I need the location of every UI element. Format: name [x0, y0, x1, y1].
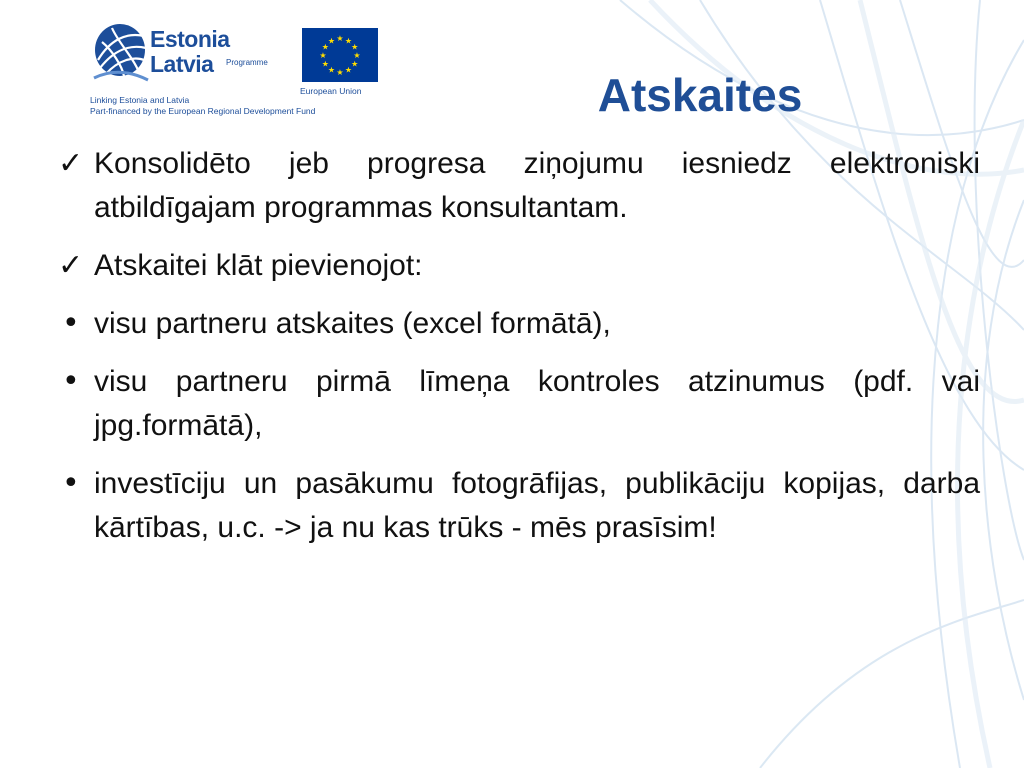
list-item	[58, 244, 980, 288]
bullet-icon: •	[62, 306, 80, 341]
list-item	[58, 360, 980, 448]
list-item-text: Atskaitei klāt pievienojot:	[94, 249, 423, 282]
logo-programme-text: Programme	[226, 58, 268, 67]
eu-star-icon: ★	[351, 42, 359, 52]
eu-star-icon: ★	[336, 34, 344, 43]
eu-star-icon: ★	[321, 59, 329, 69]
list-item	[58, 302, 980, 346]
estonia-latvia-programme-logo	[88, 20, 288, 95]
slide-title: Atskaites	[597, 69, 803, 121]
tagline-line-1: Linking Estonia and Latvia	[90, 95, 190, 105]
eu-star-icon: ★	[351, 59, 359, 69]
list-item	[58, 462, 980, 550]
eu-star-icon: ★	[353, 51, 361, 60]
eu-star-icon: ★	[327, 36, 336, 46]
list-item	[58, 142, 980, 230]
checkmark-icon: ✓	[58, 146, 84, 181]
eu-star-icon: ★	[321, 42, 329, 52]
logo-estonia-text: Estonia	[150, 26, 230, 52]
logo-block	[88, 20, 388, 125]
list-item-text: Konsolidēto jeb progresa ziņojumu iesniedz elektroniski atbildīgajam programmas konsultantam.	[94, 147, 980, 224]
eu-star-icon: ★	[344, 36, 353, 46]
bullet-icon: •	[62, 466, 80, 501]
list-item-text: visu partneru pirmā līmeņa kontroles atzinumus (pdf. vai jpg.formātā),	[94, 365, 980, 442]
eu-star-icon: ★	[336, 68, 344, 77]
slide-content	[58, 142, 980, 564]
eu-star-icon: ★	[319, 51, 327, 60]
checkmark-icon: ✓	[58, 248, 84, 283]
list-item-text: visu partneru atskaites (excel formātā),	[94, 307, 611, 340]
list-item-text: investīciju un pasākumu fotogrāfijas, publikāciju kopijas, darba kārtības, u.c. -> ja nu kas trūks - mēs prasīsim!	[94, 467, 980, 544]
eu-caption: European Union	[300, 86, 362, 96]
tagline-line-2: Part-financed by the European Regional Development Fund	[90, 106, 316, 116]
bullet-icon: •	[62, 364, 80, 399]
globe-logo-icon	[92, 20, 150, 88]
eu-star-icon: ★	[344, 65, 353, 75]
logo-tagline	[90, 95, 315, 117]
eu-flag-icon	[302, 28, 378, 82]
eu-star-icon: ★	[327, 65, 336, 75]
logo-latvia-text: Latvia	[150, 51, 214, 77]
